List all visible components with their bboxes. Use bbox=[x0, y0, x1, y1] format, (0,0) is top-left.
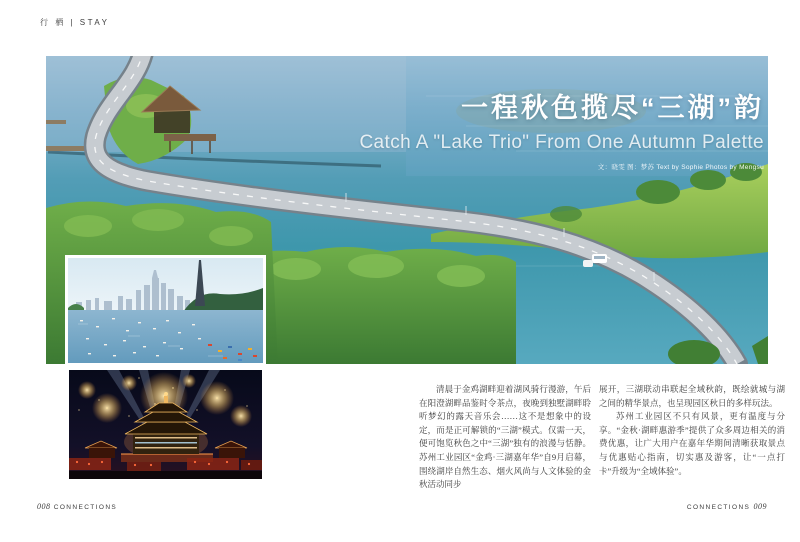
section-label: 行 栖 | STAY bbox=[40, 18, 110, 27]
inset-photo-fireworks-palace bbox=[69, 370, 262, 479]
article-column-2 bbox=[599, 383, 785, 478]
fireworks-illustration bbox=[69, 370, 262, 479]
magazine-brand-left: CONNECTIONS bbox=[53, 504, 118, 511]
page-number-left: 008 bbox=[37, 502, 51, 511]
article-paragraph: 展开，三湖联动串联起全域秋韵，既绘就城与湖之间的精华景点，也呈现园区秋日的多样玩法。 bbox=[599, 384, 785, 408]
magazine-brand-right: CONNECTIONS bbox=[686, 504, 751, 511]
article-byline: 文：晓雯 图：梦苏 Text by Sophie Photos by Mengsu bbox=[597, 164, 764, 171]
article-title-block bbox=[359, 86, 764, 171]
page-number-right: 009 bbox=[753, 502, 767, 511]
article-title-en: Catch A "Lake Trio" From One Autumn Palette bbox=[359, 132, 764, 153]
article-paragraph: 清晨于金鸡湖畔迎着湖风骑行漫游，午后在阳澄湖畔品鉴时令茶点，夜晚到独墅湖畔聆听梦幻的露天音乐会……这不是想象中的设定，而是正可解锁的“三湖”模式。仅需一天，便可饱览秋色之中“三湖”独有的浪漫与恬静。苏州工业园区“金鸡·三湖嘉年华”自9月启幕，围绕湖岸自然生态、烟火风尚与人文体验的金秋活动同步 bbox=[419, 384, 591, 490]
footer-left bbox=[37, 502, 117, 511]
article-title-zh: 一程秋色揽尽“三湖”韵 bbox=[461, 93, 764, 123]
inset-photo-lake-skyline bbox=[68, 258, 263, 363]
article-column-1 bbox=[419, 383, 591, 492]
article-paragraph: 苏州工业园区不只有风景，更有温度与分享。“金秋·湖畔惠游季”提供了众多周边相关的消费优惠，让广大用户在嘉年华期间清晰获取景点与优惠贴心指南，切实惠及游客，让“一点打卡”升级为“全域体验”。 bbox=[599, 411, 785, 476]
lake-skyline-illustration bbox=[68, 258, 263, 363]
footer-right bbox=[687, 502, 767, 511]
